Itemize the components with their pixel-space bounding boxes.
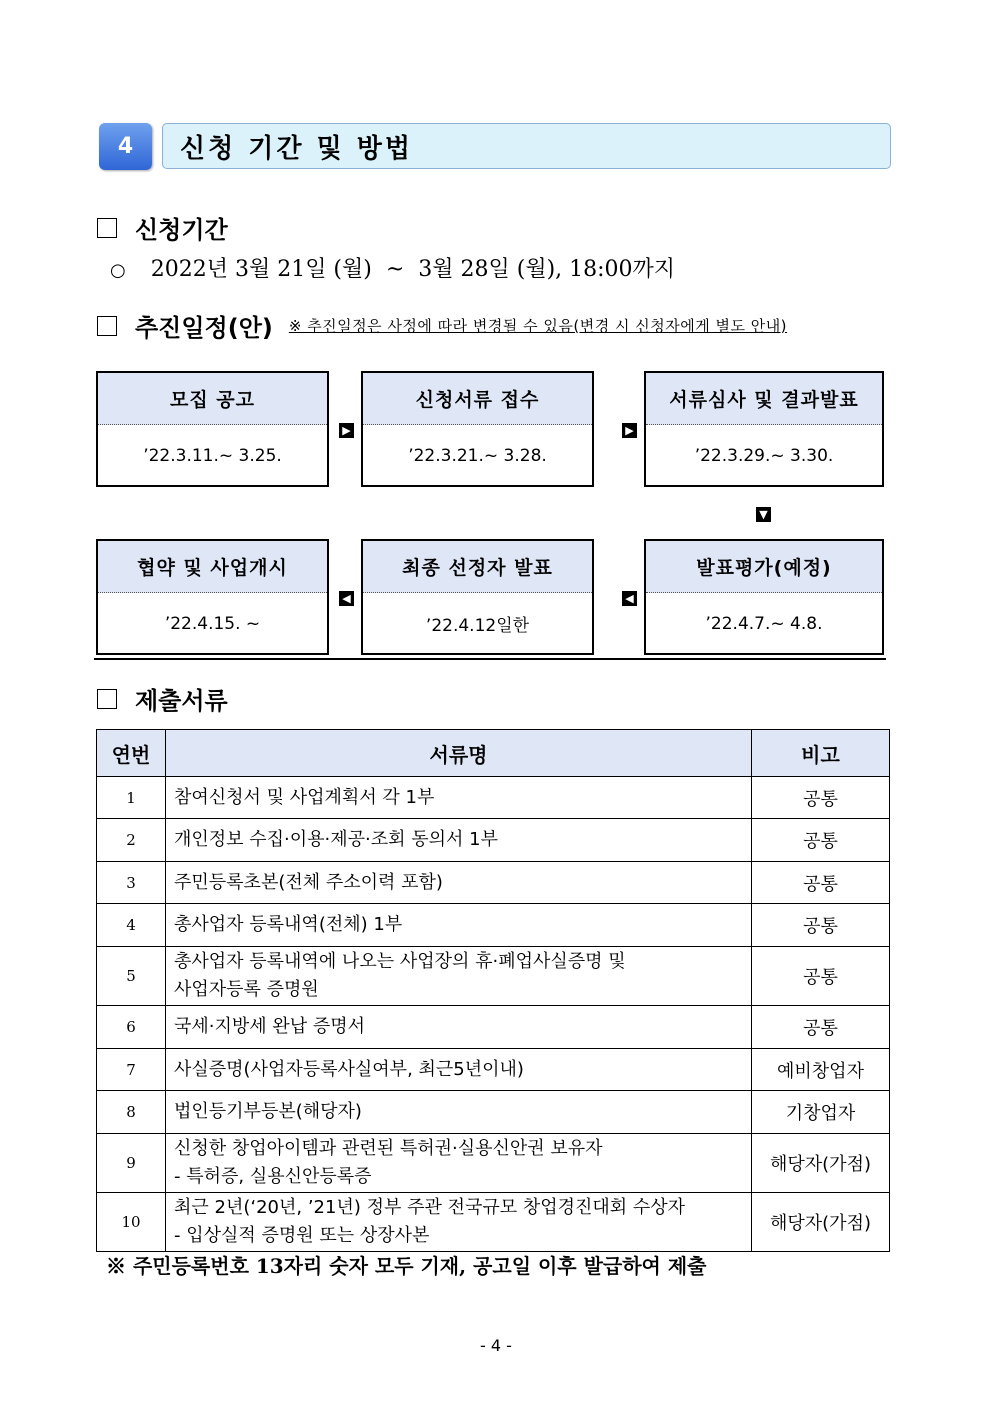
- row-name-line1: 신청한 창업아이템과 관련된 특허권·실용신안권 보유자: [174, 1138, 603, 1159]
- row-no: 3: [97, 862, 166, 904]
- row-note: 해당자(가점): [752, 1193, 890, 1252]
- table-row: [97, 1049, 890, 1091]
- section-title: 신청 기간 및 방법: [162, 123, 891, 169]
- row-note: 공통: [752, 819, 890, 862]
- table-header-row: [97, 730, 890, 777]
- row-note: 기창업자: [752, 1091, 890, 1134]
- flow-step-date: ’22.4.15. ~: [164, 613, 261, 634]
- table-row: [97, 1193, 890, 1252]
- row-note: 공통: [752, 947, 890, 1006]
- table-row: [97, 1006, 890, 1049]
- col-header-note: 비고: [752, 730, 890, 777]
- col-header-no: 연번: [97, 730, 166, 777]
- row-name: 주민등록초본(전체 주소이력 포함): [166, 862, 752, 904]
- flow-bottom-rule: [94, 658, 886, 660]
- flow-step-title: 협약 및 사업개시: [98, 541, 327, 593]
- table-row: [97, 1091, 890, 1134]
- row-note: 공통: [752, 777, 890, 819]
- row-note: 예비창업자: [752, 1049, 890, 1091]
- row-name: 국세·지방세 완납 증명서: [166, 1006, 752, 1049]
- flow-step-date: ’22.4.7.~ 4.8.: [705, 613, 823, 634]
- period-heading-label: 신청기간: [135, 216, 228, 244]
- row-no: 6: [97, 1006, 166, 1049]
- row-name: 사실증명(사업자등록사실여부, 최근5년이내): [166, 1049, 752, 1091]
- row-name: [166, 1134, 752, 1193]
- period-text: 2022년 3월 21일 (월) ~ 3월 28일 (월), 18:00까지: [150, 257, 676, 282]
- flow-step-date: ’22.4.12일한: [425, 616, 530, 636]
- row-name-line2: - 입상실적 증명원 또는 상장사본: [174, 1225, 430, 1246]
- row-name-line1: 총사업자 등록내역에 나오는 사업장의 휴·폐업사실증명 및: [174, 951, 626, 972]
- checkbox-square-icon: [97, 689, 117, 709]
- row-no: 5: [97, 947, 166, 1006]
- row-note: 해당자(가점): [752, 1134, 890, 1193]
- flow-step-date: ’22.3.21.~ 3.28.: [408, 445, 547, 466]
- table-row: [97, 947, 890, 1006]
- table-row: [97, 904, 890, 947]
- arrow-right-icon: ▶: [339, 423, 354, 438]
- period-heading: [97, 210, 228, 245]
- flow-step-5: [361, 539, 594, 655]
- row-no: 1: [97, 777, 166, 819]
- row-name: 참여신청서 및 사업계획서 각 1부: [166, 777, 752, 819]
- row-name-line2: - 특허증, 실용신안등록증: [174, 1166, 372, 1187]
- page-number: - 4 -: [480, 1336, 512, 1355]
- flow-step-title: 신청서류 접수: [363, 373, 592, 425]
- documents-heading: [97, 681, 228, 716]
- schedule-heading: [97, 308, 787, 343]
- arrow-left-icon: ◀: [622, 591, 637, 606]
- table-row: [97, 777, 890, 819]
- section-number: 4: [99, 123, 152, 170]
- row-note: 공통: [752, 1006, 890, 1049]
- flow-step-date: ’22.3.11.~ 3.25.: [143, 445, 282, 466]
- flow-step-title: 서류심사 및 결과발표: [646, 373, 882, 425]
- row-no: 4: [97, 904, 166, 947]
- row-no: 2: [97, 819, 166, 862]
- documents-table: [96, 729, 890, 1252]
- flow-step-title: 모집 공고: [98, 373, 327, 425]
- arrow-right-icon: ▶: [622, 423, 637, 438]
- flow-step-1: [96, 371, 329, 487]
- schedule-note: ※ 추진일정은 사정에 따라 변경될 수 있음(변경 시 신청자에게 별도 안내): [288, 317, 788, 335]
- row-name-line1: 최근 2년(‘20년, ’21년) 정부 주관 전국규모 창업경진대회 수상자: [174, 1197, 686, 1218]
- row-note: 공통: [752, 904, 890, 947]
- flow-step-date: ’22.3.29.~ 3.30.: [694, 445, 834, 466]
- flow-step-title: 발표평가(예정): [646, 541, 882, 593]
- row-no: 9: [97, 1134, 166, 1193]
- arrow-down-icon: ▼: [756, 507, 771, 522]
- bullet-circle-icon: ○: [110, 260, 126, 281]
- flow-step-title: 최종 선정자 발표: [363, 541, 592, 593]
- documents-heading-label: 제출서류: [135, 687, 228, 715]
- row-name: [166, 947, 752, 1006]
- checkbox-square-icon: [97, 218, 117, 238]
- row-name: [166, 1193, 752, 1252]
- row-no: 10: [97, 1193, 166, 1252]
- flow-step-2: [361, 371, 594, 487]
- row-name: 개인정보 수집·이용·제공·조회 동의서 1부: [166, 819, 752, 862]
- schedule-heading-label: 추진일정(안): [135, 314, 273, 342]
- flow-step-6: [96, 539, 329, 655]
- documents-footnote: ※ 주민등록번호 13자리 숫자 모두 기재, 공고일 이후 발급하여 제출: [106, 1254, 707, 1278]
- table-row: [97, 862, 890, 904]
- row-note: 공통: [752, 862, 890, 904]
- table-row: [97, 819, 890, 862]
- period-line: [110, 252, 675, 283]
- row-name: 총사업자 등록내역(전체) 1부: [166, 904, 752, 947]
- flow-step-3: [644, 371, 884, 487]
- table-row: [97, 1134, 890, 1193]
- arrow-left-icon: ◀: [339, 591, 354, 606]
- row-no: 8: [97, 1091, 166, 1134]
- flow-step-4: [644, 539, 884, 655]
- row-no: 7: [97, 1049, 166, 1091]
- row-name-line2: 사업자등록 증명원: [174, 979, 319, 1000]
- col-header-name: 서류명: [166, 730, 752, 777]
- row-name: 법인등기부등본(해당자): [166, 1091, 752, 1134]
- checkbox-square-icon: [97, 316, 117, 336]
